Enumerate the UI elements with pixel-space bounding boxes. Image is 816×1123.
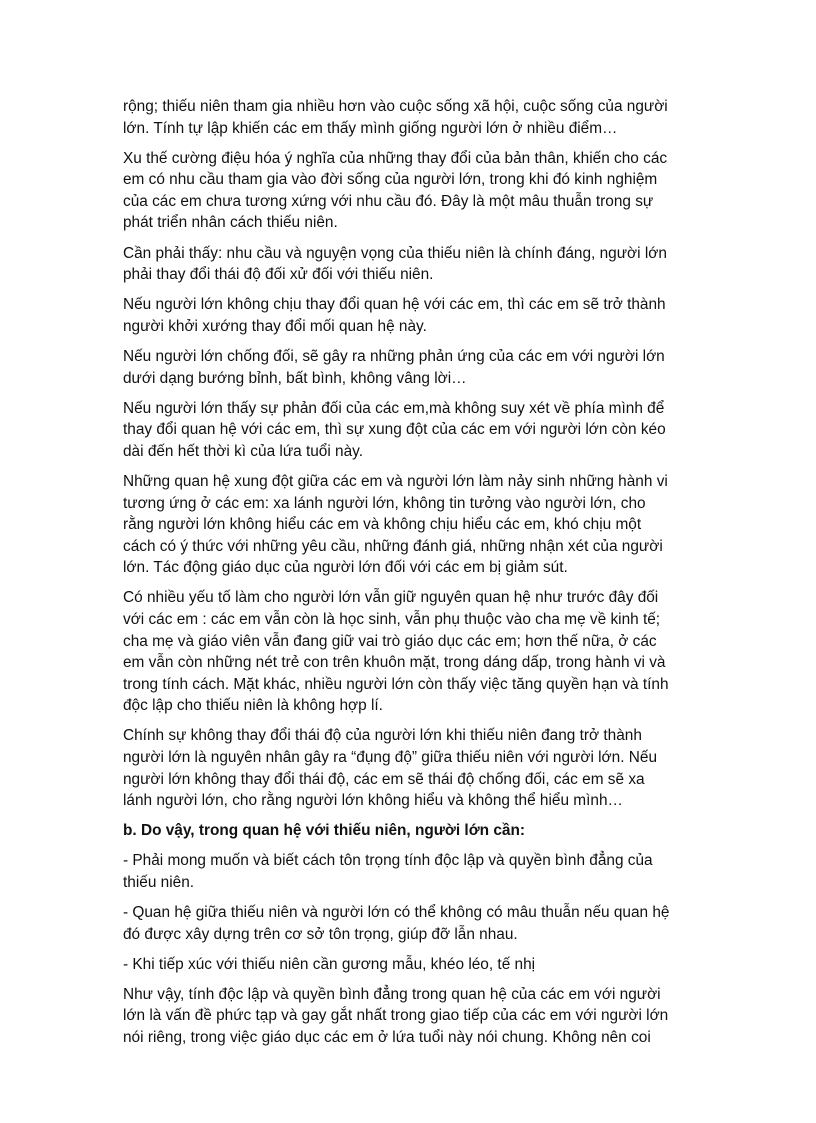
section-heading-b: b. Do vậy, trong quan hệ với thiếu niên, người lớn cần:: [123, 822, 525, 840]
paragraph-independence-intro: rộng; thiếu niên tham gia nhiều hơn vào cuộc sống xã hội, cuộc sống của người lớn. Tính tự lập khiến các em thấy mình giống người lớn ở nhiều điểm…: [123, 98, 668, 137]
paragraph-cause-of-clash: Chính sự không thay đổi thái độ của người lớn khi thiếu niên đang trở thành người lớn là nguyên nhân gây ra “đụng độ” giữa thiếu niên với người lớn. Nếu người lớn không thay đổi thái độ, các em sẽ thái độ chống đối, các em sẽ xa lánh người lớn, cho rằng người lớn không hiểu và không thể hiểu mình…: [123, 727, 657, 810]
list-item-mutual-respect: - Quan hệ giữa thiếu niên và người lớn có thể không có mâu thuẫn nếu quan hệ đó được xây dựng trên cơ sở tôn trọng, giúp đỡ lẫn nhau.: [123, 904, 670, 943]
list-item-respect-independence: - Phải mong muốn và biết cách tôn trọng tính độc lập và quyền bình đẳng của thiếu niên.: [123, 852, 653, 891]
list-item-exemplary-contact: - Khi tiếp xúc với thiếu niên cần gương mẫu, khéo léo, tế nhị: [123, 955, 536, 973]
paragraph-conflict-behaviors: Những quan hệ xung đột giữa các em và người lớn làm nảy sinh những hành vi tương ứng ở các em: xa lánh người lớn, không tin tưởng vào người lớn, cho rằng người lớn không hiểu các em và không chịu hiểu các em, khó chịu một cách có ý thức với những yêu cầu, những đánh giá, những nhận xét của người lớn. Tác động giáo dục của người lớn đối với các em bị giảm sút.: [123, 472, 668, 577]
paragraph-exaggeration-trend: Xu thế cường điệu hóa ý nghĩa của những thay đổi của bản thân, khiến cho các em có nhu cầu tham gia vào đời sống của người lớn, trong khi đó kinh nghiệm của các em chưa tương xứng với nhu cầu đó. Đây là một mâu thuẫn trong sự phát triển nhân cách thiếu niên.: [123, 149, 668, 232]
paragraph-adults-oppose: Nếu người lớn chống đối, sẽ gây ra những phản ứng của các em với người lớn dưới dạng bướng bỉnh, bất bình, không vâng lời…: [123, 347, 665, 387]
paragraph-prolonged-conflict: Nếu người lớn thấy sự phản đối của các em,mà không suy xét về phía mình để thay đổi quan hệ với các em, thì sự xung đột của các em với người lớn còn kéo dài đến hết thời kì của lứa tuổi này.: [123, 399, 666, 460]
paragraph-conclusion: Như vậy, tính độc lập và quyền bình đẳng trong quan hệ của các em với người lớn là vấn đề phức tạp và gay gắt nhất trong giao tiếp của các em với người lớn nói riêng, trong việc giáo dục các em ở lứa tuổi này nói chung. Không nên coi: [123, 985, 669, 1047]
paragraph-factors-unchanged: Có nhiều yếu tố làm cho người lớn vẫn giữ nguyên quan hệ như trước đây đối với các em : các em vẫn còn là học sinh, vẫn phụ thuộc vào cha mẹ về kinh tế; cha mẹ và giáo viên vẫn đang giữ vai trò giáo dục các em; hơn thế nữa, ở các em vẫn còn những nét trẻ con trên khuôn mặt, trong dáng dấp, trong hành vi và trong tính cách. Mặt khác, nhiều người lớn còn thấy việc tăng quyền hạn và tính độc lập cho thiếu niên là không hợp lí.: [123, 589, 669, 715]
document-page: [123, 96, 703, 1057]
paragraph-needs-legitimate: Cần phải thấy: nhu cầu và nguyện vọng của thiếu niên là chính đáng, người lớn phải thay đổi thái độ đối xử đối với thiếu niên.: [123, 244, 667, 284]
paragraph-adults-unwilling: Nếu người lớn không chịu thay đổi quan hệ với các em, thì các em sẽ trở thành người khởi xướng thay đổi mối quan hệ này.: [123, 296, 666, 335]
